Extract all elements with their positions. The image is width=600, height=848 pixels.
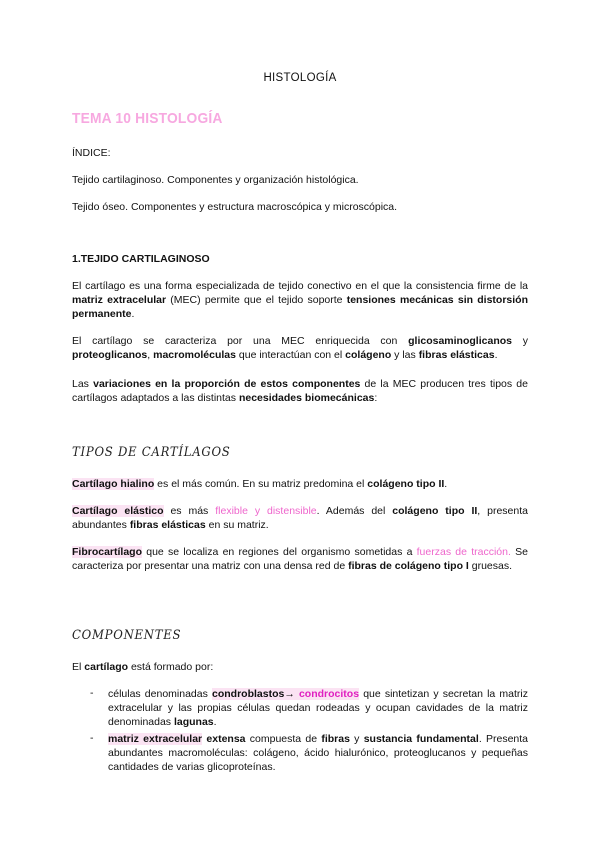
indice-label: ÍNDICE:: [72, 147, 111, 159]
indice-item-1: Tejido cartilaginoso. Componentes y organización histológica.: [72, 174, 359, 186]
bullet-marker-2: -: [90, 732, 94, 744]
paragraph-2: El cartílago se caracteriza por una MEC enriquecida con glicosaminoglicanos y proteoglicanos, macromoléculas que interactúan con el colágeno y las fibras elásticas.: [72, 335, 528, 361]
list-item-celulas: células denominadas condroblastos→ condrocitos que sintetizan y secretan la matriz extracelular y las propias células quedan rodeadas y ocupan cavidades de la matriz denominadas lagunas.: [108, 688, 528, 728]
componentes-intro: El cartílago está formado por:: [72, 661, 214, 673]
tipo-fibrocartilago: Fibrocartílago que se localiza en regiones del organismo sometidas a fuerzas de tracción. Se caracteriza por presentar una matriz con una densa red de fibras de colágeno tipo I gruesas.: [72, 546, 528, 572]
paragraph-1: El cartílago es una forma especializada de tejido conectivo en el que la consistencia firme de la matriz extracelular (MEC) permite que el tejido soporte tensiones mecánicas sin distorsión permanente.: [72, 280, 528, 320]
indice-item-2: Tejido óseo. Componentes y estructura macroscópica y microscópica.: [72, 201, 398, 213]
tipos-heading: TIPOS DE CARTÍLAGOS: [72, 445, 231, 460]
paragraph-3: Las variaciones en la proporción de estos componentes de la MEC producen tres tipos de cartílagos adaptados a las distintas necesidades biomecánicas:: [72, 378, 528, 404]
section-heading-tejido-cartilaginoso: 1.TEJIDO CARTILAGINOSO: [72, 253, 210, 265]
componentes-heading: COMPONENTES: [72, 628, 182, 643]
list-item-matriz: matriz extracelular extensa compuesta de fibras y sustancia fundamental. Presenta abundantes macromoléculas: colágeno, ácido hialurónico, proteoglucanos y pequeñas cantidades de varias glicoproteínas.: [108, 733, 529, 773]
tipo-elastico: Cartílago elástico es más flexible y distensible. Además del colágeno tipo II, presenta abundantes fibras elásticas en su matriz.: [72, 505, 528, 531]
tema-heading: TEMA 10 HISTOLOGÍA: [72, 110, 223, 127]
tipo-hialino: Cartílago hialino es el más común. En su matriz predomina el colágeno tipo II.: [72, 478, 448, 490]
bullet-marker-1: -: [90, 687, 94, 699]
document-title: HISTOLOGÍA: [263, 72, 337, 84]
